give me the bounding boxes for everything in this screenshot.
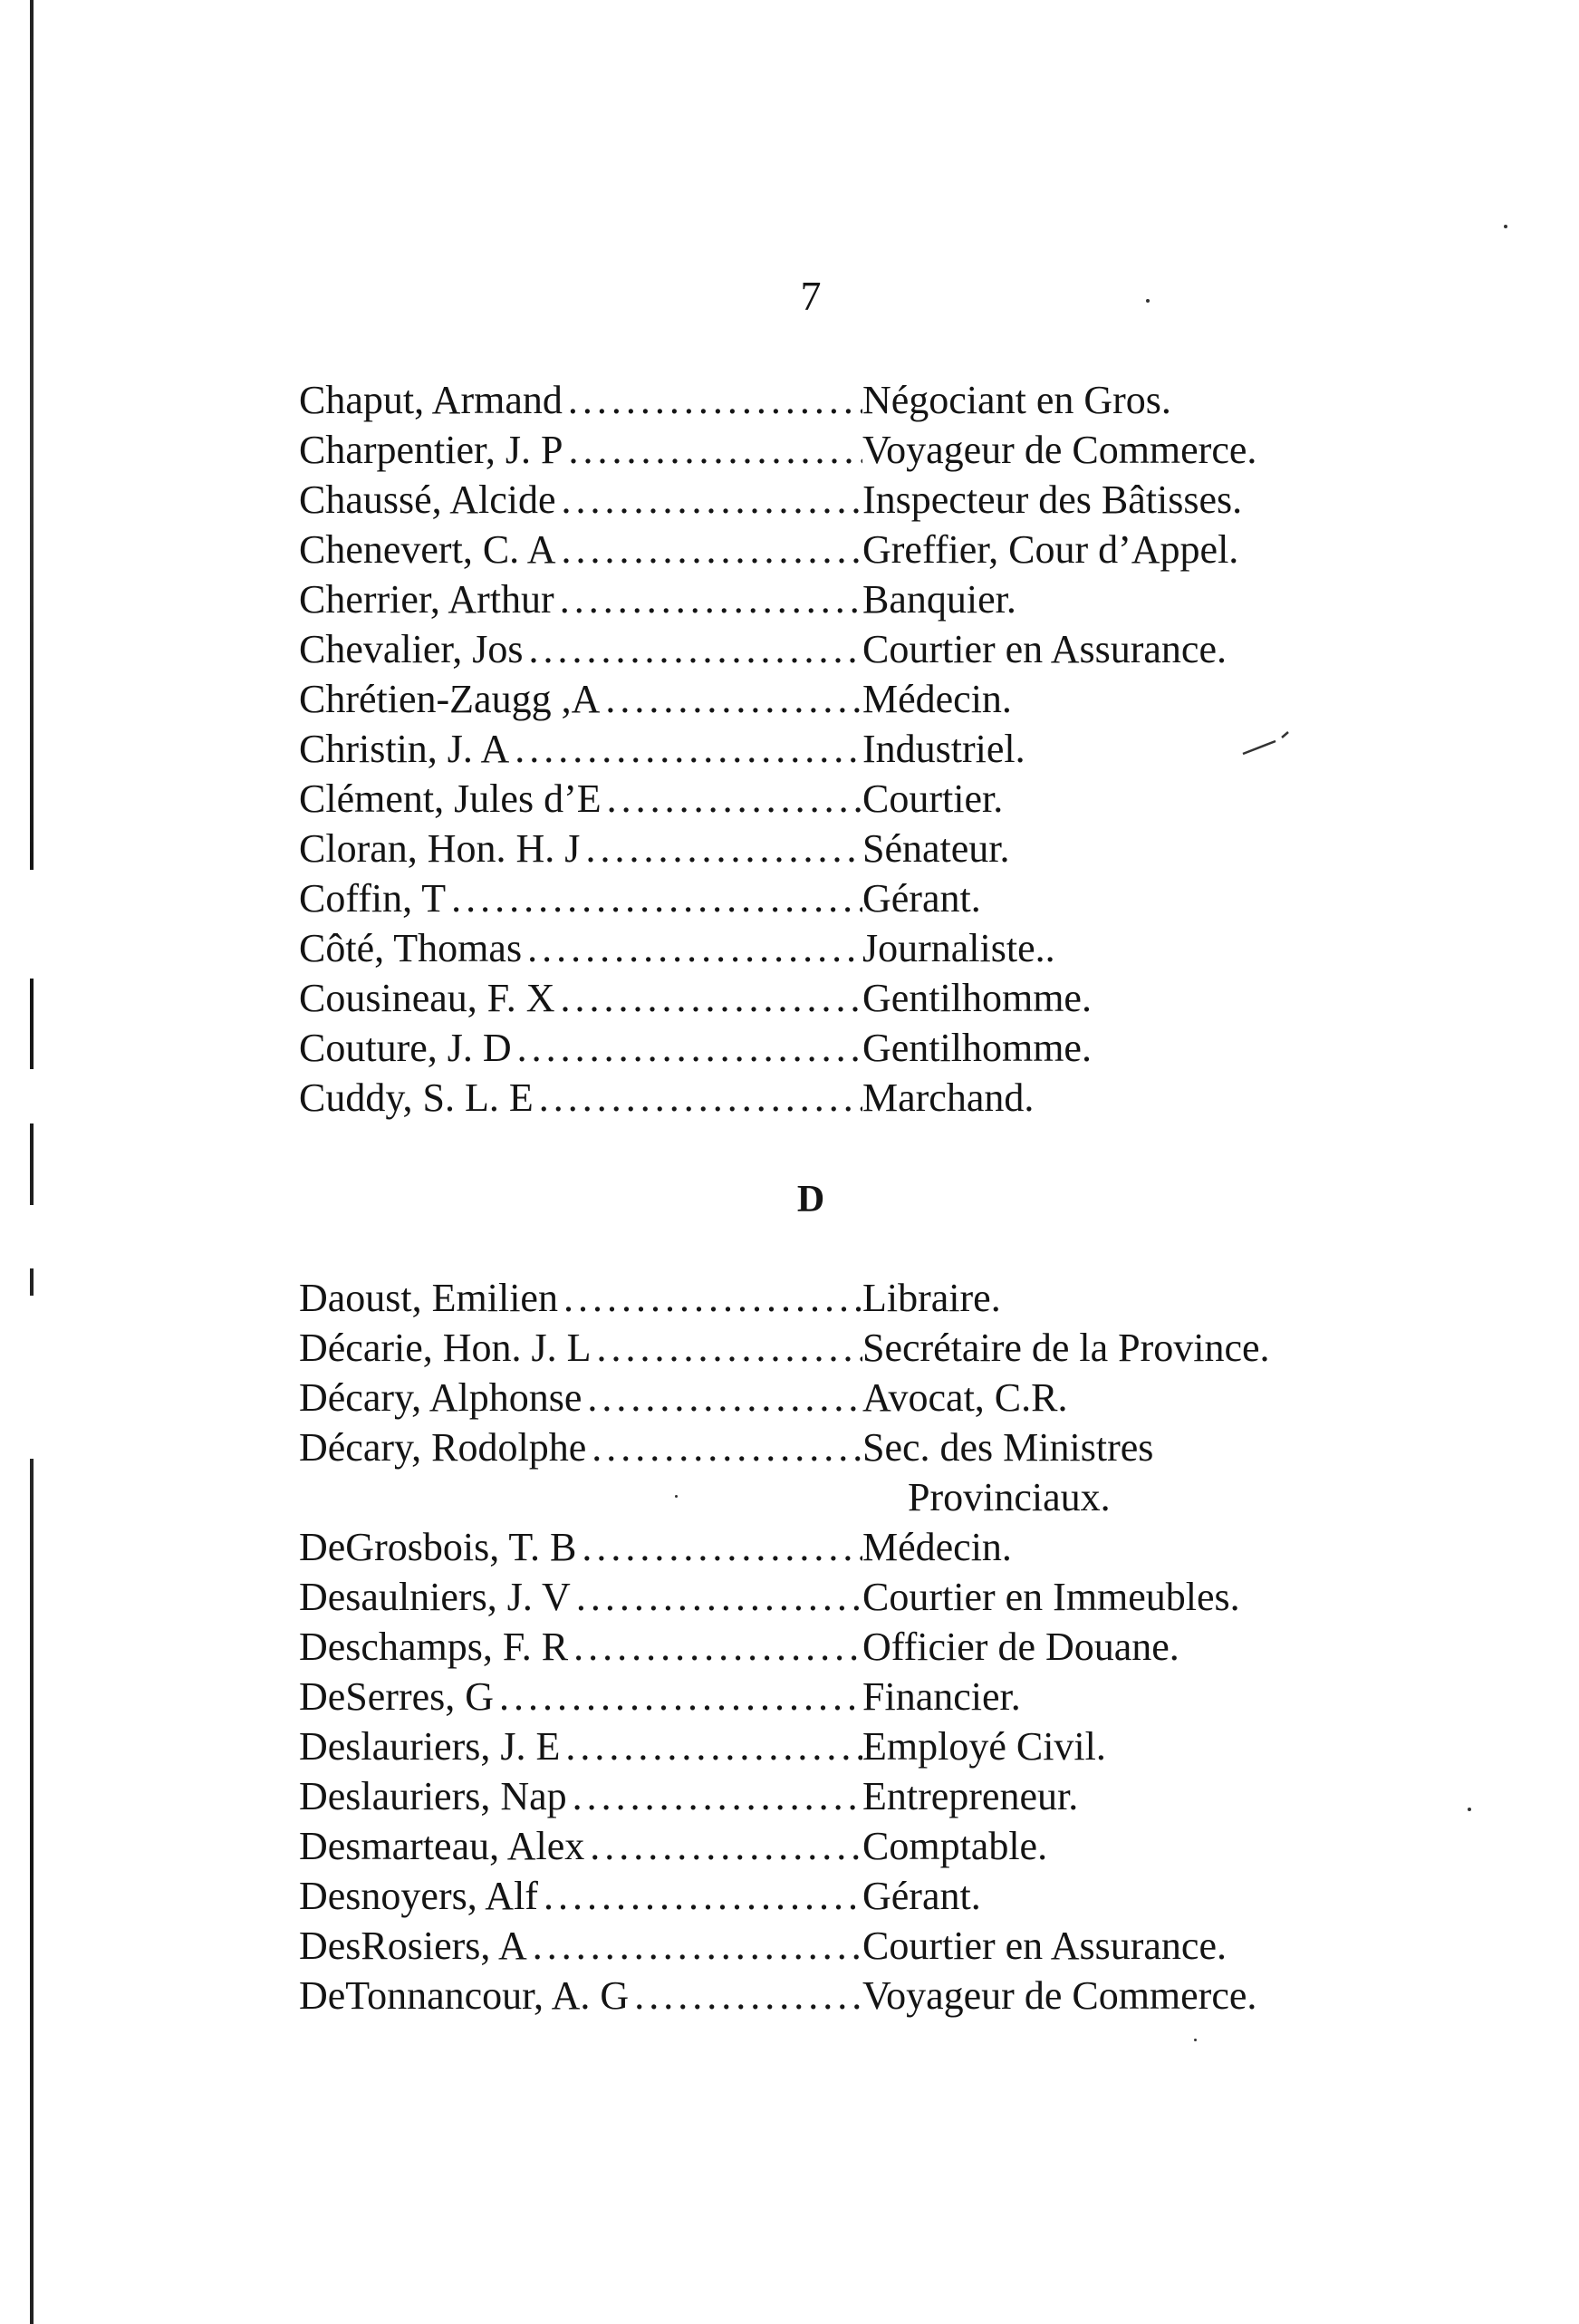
entry-name: Décary, Rodolphe bbox=[299, 1425, 587, 1470]
entry-name-cell bbox=[299, 1721, 862, 1771]
entry-name: Desaulniers, J. V bbox=[299, 1575, 571, 1619]
entry-occupation-cell bbox=[862, 1572, 1240, 1622]
dot-leader bbox=[582, 1373, 862, 1422]
dot-leader bbox=[576, 1522, 862, 1572]
directory-entry bbox=[299, 1821, 1368, 1871]
entry-occupation-cell bbox=[862, 1522, 1012, 1572]
dot-leader bbox=[568, 1622, 862, 1672]
dot-leader bbox=[560, 1721, 862, 1771]
entry-occupation: Gentilhomme. bbox=[862, 976, 1092, 1020]
binding-edge-gap bbox=[27, 1069, 36, 1123]
dot-leader bbox=[563, 375, 862, 425]
entry-name-cell bbox=[299, 1572, 862, 1622]
entry-name-cell bbox=[299, 1073, 862, 1123]
dot-leader bbox=[556, 525, 862, 574]
entry-name: DeTonnancour, A. G bbox=[299, 1973, 630, 2018]
directory-entry bbox=[299, 475, 1368, 525]
binding-edge bbox=[30, 0, 34, 2324]
entry-name: Daoust, Emilien bbox=[299, 1276, 558, 1320]
dot-leader bbox=[571, 1572, 862, 1622]
entry-occupation: Officier de Douane. bbox=[862, 1625, 1179, 1669]
entry-occupation: Courtier. bbox=[862, 776, 1004, 821]
dot-leader bbox=[446, 873, 862, 923]
dot-leader bbox=[556, 475, 862, 525]
page-number: 7 bbox=[800, 273, 822, 319]
directory-entry bbox=[299, 1373, 1368, 1422]
dot-leader bbox=[567, 1771, 862, 1821]
section-letter-d: D bbox=[796, 1179, 825, 1220]
entry-occupation-cell bbox=[862, 525, 1238, 574]
entry-occupation: Libraire. bbox=[862, 1276, 1001, 1320]
dot-leader bbox=[509, 724, 862, 774]
entry-occupation-cell bbox=[862, 1023, 1092, 1073]
entry-name-cell bbox=[299, 824, 862, 873]
entry-name: Desnoyers, Alf bbox=[299, 1874, 538, 1918]
directory-entry bbox=[299, 1921, 1368, 1971]
dot-leader bbox=[580, 824, 862, 873]
entry-occupation-cell bbox=[862, 1323, 1270, 1373]
directory-entry bbox=[299, 525, 1368, 574]
entry-occupation: Sec. des Ministres bbox=[862, 1425, 1154, 1470]
entry-name: Deschamps, F. R bbox=[299, 1625, 569, 1669]
entry-occupation: Courtier en Immeubles. bbox=[862, 1575, 1240, 1619]
entry-occupation: Médecin. bbox=[862, 677, 1012, 721]
entry-occupation: Employé Civil. bbox=[862, 1724, 1106, 1769]
entry-occupation: Sénateur. bbox=[862, 826, 1010, 871]
directory-entry bbox=[299, 1422, 1368, 1522]
directory-entry bbox=[299, 1771, 1368, 1821]
print-speck bbox=[1468, 1808, 1471, 1811]
directory-entry bbox=[299, 1721, 1368, 1771]
entry-name: Cousineau, F. X bbox=[299, 976, 555, 1020]
entry-name-cell bbox=[299, 525, 862, 574]
directory-entry bbox=[299, 574, 1368, 624]
entry-occupation-cell bbox=[862, 873, 981, 923]
entry-occupation: Médecin. bbox=[862, 1525, 1012, 1569]
directory-entry bbox=[299, 923, 1368, 973]
entry-occupation-cell bbox=[862, 1971, 1256, 2020]
dot-leader bbox=[538, 1871, 862, 1921]
dot-leader bbox=[534, 1073, 862, 1123]
dot-leader bbox=[512, 1023, 862, 1073]
entry-name: Desmarteau, Alex bbox=[299, 1824, 585, 1868]
entry-name: Deslauriers, J. E bbox=[299, 1724, 561, 1769]
entry-name-cell bbox=[299, 724, 862, 774]
entry-occupation: Courtier en Assurance. bbox=[862, 627, 1227, 671]
entry-occupation-cell bbox=[862, 1821, 1047, 1871]
directory-entry bbox=[299, 1622, 1368, 1672]
directory-entry bbox=[299, 425, 1368, 475]
entry-occupation: Courtier en Assurance. bbox=[862, 1924, 1227, 1968]
entry-occupation-cell bbox=[862, 824, 1010, 873]
entry-name: Décarie, Hon. J. L bbox=[299, 1326, 592, 1370]
entry-name-cell bbox=[299, 1373, 862, 1422]
directory-entry bbox=[299, 1522, 1368, 1572]
directory-entry bbox=[299, 724, 1368, 774]
entry-name-cell bbox=[299, 1273, 862, 1323]
dot-leader bbox=[494, 1672, 862, 1721]
entry-name: DeSerres, G bbox=[299, 1674, 495, 1719]
entry-occupation-cell bbox=[862, 475, 1242, 525]
directory-entry bbox=[299, 1023, 1368, 1073]
entry-occupation-cell bbox=[862, 425, 1256, 475]
entry-name: Chaussé, Alcide bbox=[299, 477, 556, 522]
directory-entry bbox=[299, 1871, 1368, 1921]
directory-entry bbox=[299, 375, 1368, 425]
dot-leader bbox=[527, 1921, 862, 1971]
entry-occupation-cell bbox=[862, 674, 1012, 724]
entry-occupation-cell bbox=[862, 923, 1055, 973]
entry-name-cell bbox=[299, 574, 862, 624]
directory-entry bbox=[299, 1572, 1368, 1622]
entry-name-cell bbox=[299, 973, 862, 1023]
entry-name-cell bbox=[299, 1522, 862, 1572]
entry-occupation-cell bbox=[862, 1422, 1153, 1522]
entry-occupation-cell bbox=[862, 1622, 1179, 1672]
entry-occupation: Gérant. bbox=[862, 876, 981, 921]
entry-name-cell bbox=[299, 1672, 862, 1721]
entry-name-cell bbox=[299, 674, 862, 724]
entry-occupation: Secrétaire de la Province. bbox=[862, 1326, 1270, 1370]
entry-name-cell bbox=[299, 1871, 862, 1921]
entry-occupation-cell bbox=[862, 774, 1003, 824]
entry-name: Couture, J. D bbox=[299, 1026, 512, 1070]
entry-occupation: Journaliste.. bbox=[862, 926, 1055, 970]
directory-entry bbox=[299, 1971, 1368, 2020]
directory-entry bbox=[299, 674, 1368, 724]
entry-occupation: Inspecteur des Bâtisses. bbox=[862, 477, 1243, 522]
entry-name-cell bbox=[299, 1771, 862, 1821]
entry-occupation: Entrepreneur. bbox=[862, 1774, 1079, 1818]
entry-name-cell bbox=[299, 1323, 862, 1373]
entry-occupation: Financier. bbox=[862, 1674, 1021, 1719]
entry-occupation: Marchand. bbox=[862, 1075, 1035, 1120]
entry-occupation-cell bbox=[862, 1073, 1034, 1123]
directory-entry bbox=[299, 824, 1368, 873]
entry-name-cell bbox=[299, 1971, 862, 2020]
entry-name: Charpentier, J. P bbox=[299, 428, 563, 472]
dot-leader bbox=[554, 973, 862, 1023]
dot-leader bbox=[629, 1971, 862, 2020]
entry-name-cell bbox=[299, 475, 862, 525]
entry-occupation-cell bbox=[862, 375, 1171, 425]
directory-entry bbox=[299, 1672, 1368, 1721]
entry-occupation-cell bbox=[862, 1871, 981, 1921]
directory-entry bbox=[299, 1073, 1368, 1123]
directory-list-c bbox=[299, 375, 1368, 1123]
entry-name: Chrétien-Zaugg ,A bbox=[299, 677, 601, 721]
entry-occupation-continued: Provinciaux. bbox=[908, 1475, 1111, 1519]
entry-occupation: Banquier. bbox=[862, 577, 1016, 622]
entry-occupation: Gérant. bbox=[862, 1874, 981, 1918]
entry-name-cell bbox=[299, 873, 862, 923]
entry-occupation-cell bbox=[862, 1273, 1001, 1323]
directory-entry bbox=[299, 1273, 1368, 1323]
directory-list-d bbox=[299, 1273, 1368, 2020]
directory-entry bbox=[299, 624, 1368, 674]
entry-name-cell bbox=[299, 624, 862, 674]
directory-entry bbox=[299, 774, 1368, 824]
directory-entry bbox=[299, 973, 1368, 1023]
dot-leader bbox=[586, 1422, 862, 1472]
entry-occupation-cell bbox=[862, 1721, 1106, 1771]
dot-leader bbox=[600, 674, 862, 724]
dot-leader bbox=[584, 1821, 862, 1871]
directory-entry bbox=[299, 1323, 1368, 1373]
entry-name: DesRosiers, A bbox=[299, 1924, 527, 1968]
entry-occupation-cell bbox=[862, 1373, 1068, 1422]
entry-occupation: Comptable. bbox=[862, 1824, 1048, 1868]
entry-name: Coffin, T bbox=[299, 876, 447, 921]
entry-occupation-cell bbox=[862, 1672, 1021, 1721]
entry-occupation-cell bbox=[862, 574, 1016, 624]
entry-name: Décary, Alphonse bbox=[299, 1375, 582, 1420]
entry-name-cell bbox=[299, 923, 862, 973]
directory-entry bbox=[299, 873, 1368, 923]
entry-occupation: Industriel. bbox=[862, 727, 1025, 771]
entry-occupation: Gentilhomme. bbox=[862, 1026, 1092, 1070]
entry-name: Clément, Jules d’E bbox=[299, 776, 602, 821]
entry-occupation: Voyageur de Commerce. bbox=[862, 1973, 1257, 2018]
entry-name: DeGrosbois, T. B bbox=[299, 1525, 577, 1569]
print-speck bbox=[1504, 225, 1507, 228]
entry-occupation: Greffier, Cour d’Appel. bbox=[862, 527, 1239, 572]
entry-name: Cloran, Hon. H. J bbox=[299, 826, 581, 871]
binding-edge-gap bbox=[27, 870, 36, 979]
dot-leader bbox=[602, 774, 862, 824]
binding-edge-gap bbox=[27, 1296, 36, 1459]
print-speck bbox=[1194, 2039, 1197, 2041]
entry-name: Cherrier, Arthur bbox=[299, 577, 554, 622]
entry-occupation-cell bbox=[862, 973, 1092, 1023]
entry-name-cell bbox=[299, 1921, 862, 1971]
dot-leader bbox=[592, 1323, 862, 1373]
entry-name-cell bbox=[299, 1023, 862, 1073]
entry-name-cell bbox=[299, 1422, 862, 1472]
dot-leader bbox=[524, 624, 862, 674]
entry-name-cell bbox=[299, 425, 862, 475]
entry-name: Deslauriers, Nap bbox=[299, 1774, 567, 1818]
entry-name: Christin, J. A bbox=[299, 727, 510, 771]
entry-name: Cuddy, S. L. E bbox=[299, 1075, 534, 1120]
entry-occupation-cell bbox=[862, 724, 1025, 774]
entry-name-cell bbox=[299, 375, 862, 425]
entry-name: Chevalier, Jos bbox=[299, 627, 524, 671]
entry-name-cell bbox=[299, 1622, 862, 1672]
entry-name: Chaput, Armand bbox=[299, 378, 563, 422]
dot-leader bbox=[554, 574, 862, 624]
entry-occupation: Avocat, C.R. bbox=[862, 1375, 1068, 1420]
dot-leader bbox=[522, 923, 862, 973]
entry-occupation: Négociant en Gros. bbox=[862, 378, 1171, 422]
entry-occupation-cell bbox=[862, 624, 1227, 674]
dot-leader bbox=[563, 425, 862, 475]
entry-name-cell bbox=[299, 774, 862, 824]
entry-name: Côté, Thomas bbox=[299, 926, 523, 970]
entry-name: Chenevert, C. A bbox=[299, 527, 556, 572]
entry-occupation: Voyageur de Commerce. bbox=[862, 428, 1257, 472]
dot-leader bbox=[558, 1273, 862, 1323]
entry-occupation-cell bbox=[862, 1771, 1078, 1821]
entry-name-cell bbox=[299, 1821, 862, 1871]
entry-occupation-cell bbox=[862, 1921, 1227, 1971]
